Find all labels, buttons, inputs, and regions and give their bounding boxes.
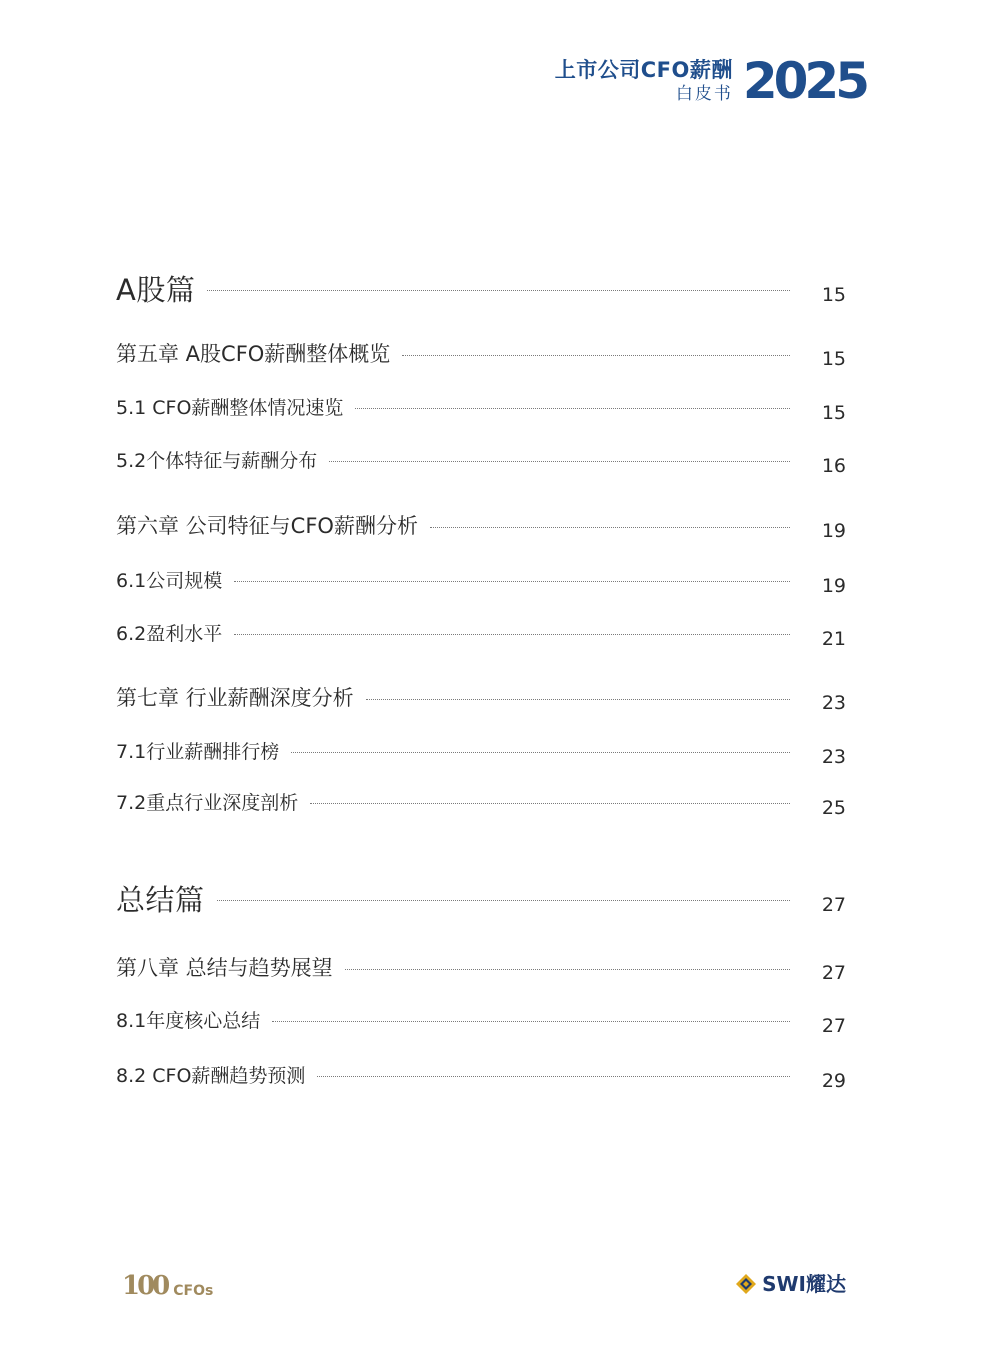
toc-dot-leader [430,527,790,528]
swi-logo-text: SWI耀达 [762,1272,846,1296]
toc-entry-label: 7.2重点行业深度剖析 [116,792,299,814]
header-subtitle: 白皮书 [675,84,733,104]
toc-entry-label: 第五章 A股CFO薪酬整体概览 [116,342,391,366]
toc-page-number: 19 [821,520,846,542]
toc-entry-section-7-1[interactable] [116,737,846,768]
toc-entry-label: A股篇 [116,273,196,307]
toc-entry-label: 6.1公司规模 [116,570,223,592]
toc-dot-leader [402,355,790,356]
toc-entry-label: 5.1 CFO薪酬整体情况速览 [116,397,344,419]
toc-dot-leader [272,1021,790,1022]
toc-page-number: 15 [821,401,846,424]
toc-dot-leader [217,900,790,901]
toc-entry-section-5-2[interactable] [116,446,846,477]
toc-entry-chapter-5[interactable] [116,338,846,368]
toc-page-number: 15 [821,283,846,306]
toc-page-number: 19 [821,574,846,597]
toc-dot-leader [355,408,790,409]
toc-page-number: 27 [821,1014,846,1037]
toc-entry-chapter-6[interactable] [116,510,846,540]
toc-page-number: 23 [821,692,846,714]
toc-dot-leader [234,634,790,635]
toc-entry-chapter-7[interactable] [116,682,846,712]
toc-page-number: 27 [821,893,846,916]
toc-entry-label: 总结篇 [116,883,205,917]
swi-logo [735,1272,846,1296]
toc-entry-label: 7.1行业薪酬排行榜 [116,741,280,763]
toc-entry-label: 第六章 公司特征与CFO薪酬分析 [116,514,418,538]
toc-dot-leader [207,290,790,291]
toc-dot-leader [329,461,790,462]
toc-entry-label: 8.1年度核心总结 [116,1010,261,1032]
toc-entry-label: 第七章 行业薪酬深度分析 [116,686,354,710]
header-text-block [555,57,733,105]
toc-entry-label: 第八章 总结与趋势展望 [116,956,333,980]
toc-page-number: 15 [821,348,846,370]
toc-page-number: 25 [821,796,846,819]
toc-dot-leader [366,699,790,700]
toc-dot-leader [234,581,790,582]
toc-entry-label: 5.2个体特征与薪酬分布 [116,450,318,472]
document-header [554,52,866,110]
toc-page-number: 29 [821,1069,846,1092]
100cfos-logo [122,1272,213,1300]
toc-entry-part-a-shares[interactable] [116,268,846,309]
toc-dot-leader [310,803,790,804]
toc-dot-leader [317,1076,790,1077]
toc-page-number: 23 [821,745,846,768]
logo-cfos-text: CFOs [173,1283,214,1299]
header-year: 2025 [742,52,866,110]
toc-page-number: 21 [821,627,846,650]
logo-number: 100 [122,1271,168,1301]
toc-page-number: 27 [821,962,846,984]
toc-dot-leader [345,969,790,970]
toc-entry-label: 8.2 CFO薪酬趋势预测 [116,1065,306,1087]
toc-entry-section-8-1[interactable] [116,1006,846,1037]
toc-entry-section-7-2[interactable] [116,788,846,819]
toc-page-number: 16 [821,454,846,477]
toc-entry-chapter-8[interactable] [116,952,846,982]
toc-entry-section-6-1[interactable] [116,566,846,597]
toc-entry-section-5-1[interactable] [116,393,846,424]
header-title: 上市公司CFO薪酬 [554,58,733,82]
swi-diamond-icon [735,1273,757,1295]
toc-entry-section-8-2[interactable] [116,1061,846,1092]
toc-entry-part-summary[interactable] [116,878,846,919]
toc-entry-label: 6.2盈利水平 [116,623,223,645]
toc-entry-section-6-2[interactable] [116,619,846,650]
toc-dot-leader [291,752,790,753]
